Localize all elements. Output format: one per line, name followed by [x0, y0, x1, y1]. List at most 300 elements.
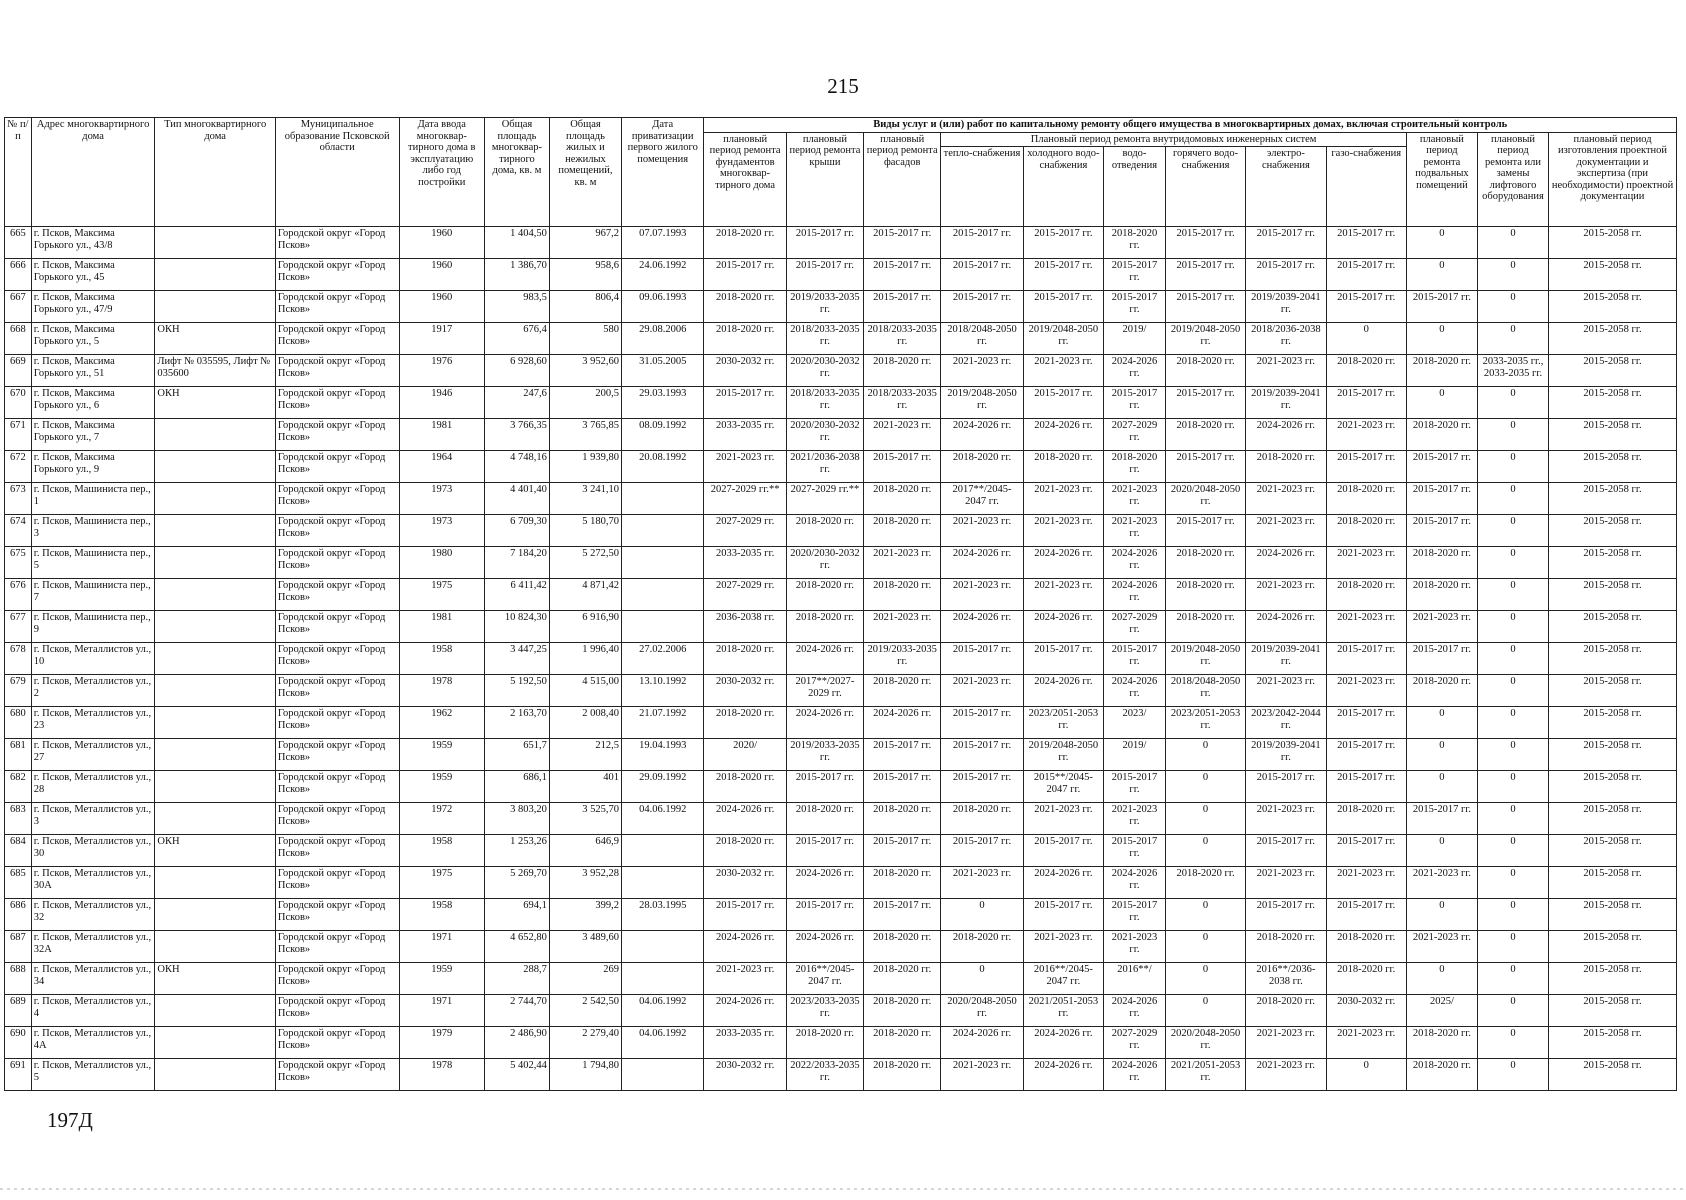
year-cell: 1972 — [399, 803, 485, 835]
facade-cell: 2018-2020 гг. — [864, 867, 941, 899]
design-docs-cell: 2015-2058 гг. — [1549, 227, 1677, 259]
footer-code: 197Д — [47, 1108, 93, 1132]
living-area-cell: 967,2 — [549, 227, 621, 259]
row-number: 671 — [5, 419, 32, 451]
address-cell: г. Псков, Металлистов ул., 30А — [31, 867, 155, 899]
foundation-cell: 2036-2038 гг. — [704, 611, 786, 643]
roof-cell: 2018-2020 гг. — [786, 611, 863, 643]
cold-water-cell: 2018-2020 гг. — [1023, 451, 1103, 483]
header-heat: тепло-снабжения — [941, 147, 1023, 227]
address-cell: г. Псков, Максима Горького ул., 5 — [31, 323, 155, 355]
row-number: 665 — [5, 227, 32, 259]
foundation-cell: 2030-2032 гг. — [704, 675, 786, 707]
drainage-cell: 2018-2020 гг. — [1104, 227, 1166, 259]
basement-cell: 2018-2020 гг. — [1406, 675, 1477, 707]
cold-water-cell: 2024-2026 гг. — [1023, 419, 1103, 451]
table-row — [5, 483, 1677, 515]
design-docs-cell: 2015-2058 гг. — [1549, 675, 1677, 707]
basement-cell: 0 — [1406, 835, 1477, 867]
row-number: 690 — [5, 1027, 32, 1059]
row-number: 672 — [5, 451, 32, 483]
elevator-cell: 0 — [1477, 579, 1548, 611]
design-docs-cell: 2015-2058 гг. — [1549, 899, 1677, 931]
elevator-cell: 0 — [1477, 931, 1548, 963]
privatization-cell — [622, 611, 704, 643]
type-cell: ОКН — [155, 835, 276, 867]
table-row — [5, 739, 1677, 771]
facade-cell: 2018-2020 гг. — [864, 515, 941, 547]
basement-cell: 0 — [1406, 387, 1477, 419]
heat-cell: 2015-2017 гг. — [941, 291, 1023, 323]
address-cell: г. Псков, Металлистов ул., 4А — [31, 1027, 155, 1059]
cold-water-cell: 2015-2017 гг. — [1023, 899, 1103, 931]
electric-cell: 2019/2039-2041 гг. — [1246, 291, 1326, 323]
facade-cell: 2015-2017 гг. — [864, 451, 941, 483]
header-cold-water: холодного водо-снабжения — [1023, 147, 1103, 227]
cold-water-cell: 2021-2023 гг. — [1023, 579, 1103, 611]
table-row — [5, 611, 1677, 643]
basement-cell: 0 — [1406, 259, 1477, 291]
total-area-cell: 1 386,70 — [485, 259, 550, 291]
facade-cell: 2024-2026 гг. — [864, 707, 941, 739]
municipality-cell: Городской округ «Город Псков» — [275, 227, 399, 259]
row-number: 674 — [5, 515, 32, 547]
privatization-cell: 29.09.1992 — [622, 771, 704, 803]
foundation-cell: 2018-2020 гг. — [704, 707, 786, 739]
year-cell: 1971 — [399, 931, 485, 963]
row-number: 682 — [5, 771, 32, 803]
heat-cell: 2021-2023 гг. — [941, 355, 1023, 387]
basement-cell: 2015-2017 гг. — [1406, 483, 1477, 515]
type-cell — [155, 675, 276, 707]
heat-cell: 0 — [941, 963, 1023, 995]
total-area-cell: 651,7 — [485, 739, 550, 771]
privatization-cell: 24.06.1992 — [622, 259, 704, 291]
row-number: 685 — [5, 867, 32, 899]
cold-water-cell: 2015-2017 гг. — [1023, 643, 1103, 675]
roof-cell: 2020/2030-2032 гг. — [786, 547, 863, 579]
foundation-cell: 2033-2035 гг. — [704, 547, 786, 579]
elevator-cell: 0 — [1477, 291, 1548, 323]
table-row — [5, 867, 1677, 899]
total-area-cell: 983,5 — [485, 291, 550, 323]
drainage-cell: 2015-2017 гг. — [1104, 291, 1166, 323]
header-facade: плановый период ремонта фасадов — [864, 132, 941, 227]
municipality-cell: Городской округ «Город Псков» — [275, 643, 399, 675]
header-municipality: Муниципальное образование Псковской области — [275, 118, 399, 227]
heat-cell: 2015-2017 гг. — [941, 227, 1023, 259]
year-cell: 1960 — [399, 227, 485, 259]
header-electric: электро-снабжения — [1246, 147, 1326, 227]
table-row — [5, 675, 1677, 707]
electric-cell: 2021-2023 гг. — [1246, 483, 1326, 515]
table-row — [5, 899, 1677, 931]
table-row — [5, 547, 1677, 579]
total-area-cell: 7 184,20 — [485, 547, 550, 579]
hot-water-cell: 0 — [1165, 963, 1245, 995]
drainage-cell: 2018-2020 гг. — [1104, 451, 1166, 483]
gas-cell: 2018-2020 гг. — [1326, 355, 1406, 387]
foundation-cell: 2018-2020 гг. — [704, 291, 786, 323]
address-cell: г. Псков, Металлистов ул., 34 — [31, 963, 155, 995]
living-area-cell: 646,9 — [549, 835, 621, 867]
foundation-cell: 2027-2029 гг.** — [704, 483, 786, 515]
design-docs-cell: 2015-2058 гг. — [1549, 515, 1677, 547]
total-area-cell: 247,6 — [485, 387, 550, 419]
elevator-cell: 0 — [1477, 515, 1548, 547]
privatization-cell — [622, 579, 704, 611]
privatization-cell: 21.07.1992 — [622, 707, 704, 739]
municipality-cell: Городской округ «Город Псков» — [275, 675, 399, 707]
type-cell — [155, 803, 276, 835]
foundation-cell: 2018-2020 гг. — [704, 771, 786, 803]
heat-cell: 2015-2017 гг. — [941, 771, 1023, 803]
row-number: 668 — [5, 323, 32, 355]
living-area-cell: 399,2 — [549, 899, 621, 931]
address-cell: г. Псков, Металлистов ул., 32А — [31, 931, 155, 963]
basement-cell: 0 — [1406, 963, 1477, 995]
drainage-cell: 2024-2026 гг. — [1104, 675, 1166, 707]
basement-cell: 2018-2020 гг. — [1406, 419, 1477, 451]
design-docs-cell: 2015-2058 гг. — [1549, 643, 1677, 675]
roof-cell: 2027-2029 гг.** — [786, 483, 863, 515]
cold-water-cell: 2015-2017 гг. — [1023, 227, 1103, 259]
drainage-cell: 2015-2017 гг. — [1104, 835, 1166, 867]
electric-cell: 2015-2017 гг. — [1246, 835, 1326, 867]
type-cell — [155, 995, 276, 1027]
living-area-cell: 3 525,70 — [549, 803, 621, 835]
foundation-cell: 2033-2035 гг. — [704, 419, 786, 451]
design-docs-cell: 2015-2058 гг. — [1549, 419, 1677, 451]
cold-water-cell: 2019/2048-2050 гг. — [1023, 323, 1103, 355]
drainage-cell: 2024-2026 гг. — [1104, 867, 1166, 899]
design-docs-cell: 2015-2058 гг. — [1549, 1059, 1677, 1091]
foundation-cell: 2024-2026 гг. — [704, 995, 786, 1027]
heat-cell: 2024-2026 гг. — [941, 1027, 1023, 1059]
living-area-cell: 3 765,85 — [549, 419, 621, 451]
roof-cell: 2017**/2027-2029 гг. — [786, 675, 863, 707]
heat-cell: 2018/2048-2050 гг. — [941, 323, 1023, 355]
living-area-cell: 1 996,40 — [549, 643, 621, 675]
drainage-cell: 2015-2017 гг. — [1104, 771, 1166, 803]
basement-cell: 2015-2017 гг. — [1406, 643, 1477, 675]
municipality-cell: Городской округ «Город Псков» — [275, 1059, 399, 1091]
total-area-cell: 4 401,40 — [485, 483, 550, 515]
design-docs-cell: 2015-2058 гг. — [1549, 291, 1677, 323]
facade-cell: 2018-2020 гг. — [864, 963, 941, 995]
elevator-cell: 0 — [1477, 675, 1548, 707]
address-cell: г. Псков, Максима Горького ул., 7 — [31, 419, 155, 451]
address-cell: г. Псков, Металлистов ул., 3 — [31, 803, 155, 835]
year-cell: 1946 — [399, 387, 485, 419]
drainage-cell: 2016**/ — [1104, 963, 1166, 995]
table-row — [5, 291, 1677, 323]
row-number: 675 — [5, 547, 32, 579]
cold-water-cell: 2015-2017 гг. — [1023, 387, 1103, 419]
header-gas: газо-снабжения — [1326, 147, 1406, 227]
facade-cell: 2019/2033-2035 гг. — [864, 643, 941, 675]
cold-water-cell: 2021-2023 гг. — [1023, 931, 1103, 963]
municipality-cell: Городской округ «Город Псков» — [275, 291, 399, 323]
heat-cell: 2021-2023 гг. — [941, 515, 1023, 547]
foundation-cell: 2033-2035 гг. — [704, 1027, 786, 1059]
roof-cell: 2015-2017 гг. — [786, 259, 863, 291]
type-cell — [155, 1059, 276, 1091]
municipality-cell: Городской округ «Город Псков» — [275, 419, 399, 451]
municipality-cell: Городской округ «Город Псков» — [275, 835, 399, 867]
elevator-cell: 0 — [1477, 643, 1548, 675]
municipality-cell: Городской округ «Город Псков» — [275, 931, 399, 963]
design-docs-cell: 2015-2058 гг. — [1549, 995, 1677, 1027]
heat-cell: 2024-2026 гг. — [941, 419, 1023, 451]
basement-cell: 2015-2017 гг. — [1406, 451, 1477, 483]
heat-cell: 2021-2023 гг. — [941, 1059, 1023, 1091]
basement-cell: 0 — [1406, 707, 1477, 739]
design-docs-cell: 2015-2058 гг. — [1549, 867, 1677, 899]
total-area-cell: 288,7 — [485, 963, 550, 995]
heat-cell: 2018-2020 гг. — [941, 803, 1023, 835]
hot-water-cell: 2015-2017 гг. — [1165, 227, 1245, 259]
header-design-docs: плановый период изготовления проектной документации и экспертиза (при необходимости) проектной документации — [1549, 132, 1677, 227]
drainage-cell: 2015-2017 гг. — [1104, 259, 1166, 291]
gas-cell: 2015-2017 гг. — [1326, 643, 1406, 675]
foundation-cell: 2021-2023 гг. — [704, 451, 786, 483]
row-number: 670 — [5, 387, 32, 419]
roof-cell: 2015-2017 гг. — [786, 227, 863, 259]
elevator-cell: 0 — [1477, 547, 1548, 579]
roof-cell: 2019/2033-2035 гг. — [786, 739, 863, 771]
row-number: 681 — [5, 739, 32, 771]
electric-cell: 2024-2026 гг. — [1246, 547, 1326, 579]
foundation-cell: 2021-2023 гг. — [704, 963, 786, 995]
municipality-cell: Городской округ «Город Псков» — [275, 963, 399, 995]
address-cell: г. Псков, Максима Горького ул., 47/9 — [31, 291, 155, 323]
municipality-cell: Городской округ «Город Псков» — [275, 483, 399, 515]
living-area-cell: 2 542,50 — [549, 995, 621, 1027]
hot-water-cell: 2019/2048-2050 гг. — [1165, 643, 1245, 675]
cold-water-cell: 2024-2026 гг. — [1023, 1027, 1103, 1059]
year-cell: 1981 — [399, 611, 485, 643]
drainage-cell: 2015-2017 гг. — [1104, 899, 1166, 931]
facade-cell: 2018-2020 гг. — [864, 995, 941, 1027]
year-cell: 1980 — [399, 547, 485, 579]
roof-cell: 2018/2033-2035 гг. — [786, 323, 863, 355]
municipality-cell: Городской округ «Город Псков» — [275, 547, 399, 579]
gas-cell: 2015-2017 гг. — [1326, 227, 1406, 259]
roof-cell: 2018-2020 гг. — [786, 1027, 863, 1059]
year-cell: 1973 — [399, 483, 485, 515]
row-number: 680 — [5, 707, 32, 739]
municipality-cell: Городской округ «Город Псков» — [275, 611, 399, 643]
living-area-cell: 958,6 — [549, 259, 621, 291]
year-cell: 1964 — [399, 451, 485, 483]
gas-cell: 2018-2020 гг. — [1326, 579, 1406, 611]
foundation-cell: 2015-2017 гг. — [704, 899, 786, 931]
drainage-cell: 2019/ — [1104, 323, 1166, 355]
year-cell: 1981 — [399, 419, 485, 451]
roof-cell: 2020/2030-2032 гг. — [786, 419, 863, 451]
privatization-cell — [622, 547, 704, 579]
facade-cell: 2021-2023 гг. — [864, 547, 941, 579]
design-docs-cell: 2015-2058 гг. — [1549, 355, 1677, 387]
table-row — [5, 1059, 1677, 1091]
table-row — [5, 803, 1677, 835]
heat-cell: 2015-2017 гг. — [941, 835, 1023, 867]
hot-water-cell: 2018-2020 гг. — [1165, 547, 1245, 579]
table-row — [5, 707, 1677, 739]
electric-cell: 2021-2023 гг. — [1246, 1059, 1326, 1091]
table-row — [5, 259, 1677, 291]
total-area-cell: 5 402,44 — [485, 1059, 550, 1091]
address-cell: г. Псков, Металлистов ул., 32 — [31, 899, 155, 931]
total-area-cell: 6 928,60 — [485, 355, 550, 387]
cold-water-cell: 2021-2023 гг. — [1023, 803, 1103, 835]
hot-water-cell: 0 — [1165, 771, 1245, 803]
electric-cell: 2015-2017 гг. — [1246, 771, 1326, 803]
privatization-cell: 07.07.1993 — [622, 227, 704, 259]
row-number: 676 — [5, 579, 32, 611]
elevator-cell: 0 — [1477, 899, 1548, 931]
privatization-cell: 20.08.1992 — [622, 451, 704, 483]
header-privatization-date: Дата приватизации первого жилого помещения — [622, 118, 704, 227]
foundation-cell: 2018-2020 гг. — [704, 323, 786, 355]
elevator-cell: 0 — [1477, 259, 1548, 291]
basement-cell: 2021-2023 гг. — [1406, 867, 1477, 899]
type-cell — [155, 579, 276, 611]
foundation-cell: 2027-2029 гг. — [704, 579, 786, 611]
foundation-cell: 2018-2020 гг. — [704, 643, 786, 675]
scan-edge-line — [0, 1188, 1686, 1190]
drainage-cell: 2015-2017 гг. — [1104, 643, 1166, 675]
gas-cell: 2021-2023 гг. — [1326, 1027, 1406, 1059]
type-cell — [155, 483, 276, 515]
year-cell: 1975 — [399, 579, 485, 611]
design-docs-cell: 2015-2058 гг. — [1549, 707, 1677, 739]
type-cell — [155, 867, 276, 899]
facade-cell: 2018/2033-2035 гг. — [864, 323, 941, 355]
design-docs-cell: 2015-2058 гг. — [1549, 259, 1677, 291]
cold-water-cell: 2021-2023 гг. — [1023, 515, 1103, 547]
basement-cell: 2018-2020 гг. — [1406, 579, 1477, 611]
privatization-cell — [622, 1059, 704, 1091]
electric-cell: 2018-2020 гг. — [1246, 451, 1326, 483]
total-area-cell: 4 652,80 — [485, 931, 550, 963]
roof-cell: 2024-2026 гг. — [786, 707, 863, 739]
row-number: 678 — [5, 643, 32, 675]
gas-cell: 2015-2017 гг. — [1326, 835, 1406, 867]
elevator-cell: 0 — [1477, 867, 1548, 899]
living-area-cell: 200,5 — [549, 387, 621, 419]
hot-water-cell: 2018-2020 гг. — [1165, 579, 1245, 611]
year-cell: 1960 — [399, 259, 485, 291]
type-cell — [155, 899, 276, 931]
gas-cell: 2021-2023 гг. — [1326, 419, 1406, 451]
facade-cell: 2018-2020 гг. — [864, 1059, 941, 1091]
year-cell: 1975 — [399, 867, 485, 899]
total-area-cell: 2 744,70 — [485, 995, 550, 1027]
privatization-cell: 13.10.1992 — [622, 675, 704, 707]
heat-cell: 2015-2017 гг. — [941, 643, 1023, 675]
year-cell: 1917 — [399, 323, 485, 355]
hot-water-cell: 2018/2048-2050 гг. — [1165, 675, 1245, 707]
total-area-cell: 2 486,90 — [485, 1027, 550, 1059]
address-cell: г. Псков, Металлистов ул., 2 — [31, 675, 155, 707]
year-cell: 1978 — [399, 675, 485, 707]
municipality-cell: Городской округ «Город Псков» — [275, 355, 399, 387]
type-cell: ОКН — [155, 387, 276, 419]
type-cell — [155, 291, 276, 323]
municipality-cell: Городской округ «Город Псков» — [275, 803, 399, 835]
basement-cell: 2021-2023 гг. — [1406, 931, 1477, 963]
type-cell: ОКН — [155, 323, 276, 355]
total-area-cell: 5 192,50 — [485, 675, 550, 707]
basement-cell: 0 — [1406, 771, 1477, 803]
roof-cell: 2015-2017 гг. — [786, 835, 863, 867]
municipality-cell: Городской округ «Город Псков» — [275, 515, 399, 547]
roof-cell: 2022/2033-2035 гг. — [786, 1059, 863, 1091]
elevator-cell: 0 — [1477, 483, 1548, 515]
year-cell: 1976 — [399, 355, 485, 387]
address-cell: г. Псков, Максима Горького ул., 51 — [31, 355, 155, 387]
elevator-cell: 0 — [1477, 963, 1548, 995]
elevator-cell: 0 — [1477, 995, 1548, 1027]
year-cell: 1978 — [399, 1059, 485, 1091]
gas-cell: 2030-2032 гг. — [1326, 995, 1406, 1027]
electric-cell: 2019/2039-2041 гг. — [1246, 643, 1326, 675]
total-area-cell: 3 766,35 — [485, 419, 550, 451]
basement-cell: 0 — [1406, 227, 1477, 259]
living-area-cell: 5 272,50 — [549, 547, 621, 579]
gas-cell: 2015-2017 гг. — [1326, 291, 1406, 323]
hot-water-cell: 0 — [1165, 931, 1245, 963]
row-number: 691 — [5, 1059, 32, 1091]
gas-cell: 2018-2020 гг. — [1326, 803, 1406, 835]
municipality-cell: Городской округ «Город Псков» — [275, 867, 399, 899]
basement-cell: 2015-2017 гг. — [1406, 803, 1477, 835]
electric-cell: 2016**/2036-2038 гг. — [1246, 963, 1326, 995]
address-cell: г. Псков, Металлистов ул., 27 — [31, 739, 155, 771]
roof-cell: 2023/2033-2035 гг. — [786, 995, 863, 1027]
basement-cell: 2015-2017 гг. — [1406, 515, 1477, 547]
facade-cell: 2018/2033-2035 гг. — [864, 387, 941, 419]
heat-cell: 2015-2017 гг. — [941, 739, 1023, 771]
privatization-cell — [622, 515, 704, 547]
type-cell — [155, 771, 276, 803]
electric-cell: 2021-2023 гг. — [1246, 355, 1326, 387]
roof-cell: 2018-2020 гг. — [786, 803, 863, 835]
hot-water-cell: 2018-2020 гг. — [1165, 611, 1245, 643]
foundation-cell: 2027-2029 гг. — [704, 515, 786, 547]
drainage-cell: 2024-2026 гг. — [1104, 579, 1166, 611]
basement-cell: 2018-2020 гг. — [1406, 1027, 1477, 1059]
electric-cell: 2021-2023 гг. — [1246, 515, 1326, 547]
foundation-cell: 2030-2032 гг. — [704, 867, 786, 899]
foundation-cell: 2030-2032 гг. — [704, 1059, 786, 1091]
roof-cell: 2019/2033-2035 гг. — [786, 291, 863, 323]
privatization-cell: 04.06.1992 — [622, 803, 704, 835]
year-cell: 1962 — [399, 707, 485, 739]
electric-cell: 2018/2036-2038 гг. — [1246, 323, 1326, 355]
year-cell: 1958 — [399, 899, 485, 931]
gas-cell: 2015-2017 гг. — [1326, 451, 1406, 483]
design-docs-cell: 2015-2058 гг. — [1549, 771, 1677, 803]
gas-cell: 2018-2020 гг. — [1326, 931, 1406, 963]
cold-water-cell: 2015-2017 гг. — [1023, 291, 1103, 323]
electric-cell: 2015-2017 гг. — [1246, 227, 1326, 259]
header-num: № п/п — [5, 118, 32, 227]
facade-cell: 2018-2020 гг. — [864, 675, 941, 707]
municipality-cell: Городской округ «Город Псков» — [275, 739, 399, 771]
